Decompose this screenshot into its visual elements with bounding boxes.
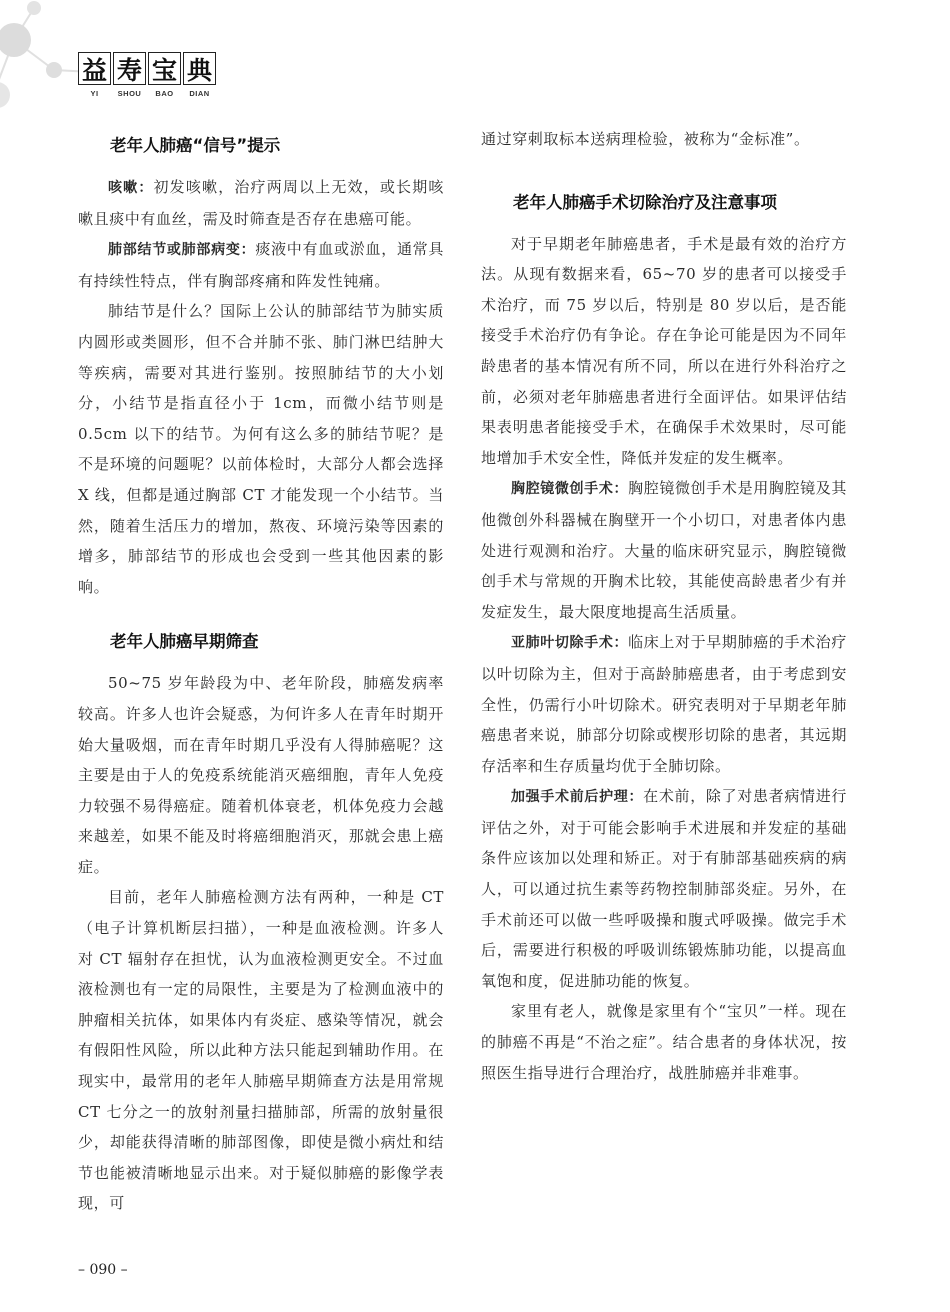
right-column xyxy=(481,124,847,1088)
section-heading-surgery: 老年人肺癌手术切除治疗及注意事项 xyxy=(513,192,777,212)
masthead-pinyin-syllable: BAO xyxy=(155,89,174,98)
paragraph-perioperative-care xyxy=(481,781,847,996)
page-number: – 090 – xyxy=(78,1262,128,1278)
masthead-pinyin-syllable: DIAN xyxy=(189,89,210,98)
masthead-char: 益 xyxy=(78,52,111,85)
masthead xyxy=(78,52,216,98)
masthead-char: 寿 xyxy=(113,52,146,85)
section-heading-screening: 老年人肺癌早期筛查 xyxy=(110,632,259,652)
section-heading-signals: 老年人肺癌“信号”提示 xyxy=(110,136,281,155)
masthead-char: 典 xyxy=(183,52,216,85)
paragraph-cough xyxy=(78,172,444,234)
paragraph-age-risk: 50~75 岁年龄段为中、老年阶段，肺癌发病率较高。许多人也许会疑惑，为何许多人在青年时期开始大量吸烟，而在青年时期几乎没有人得肺癌呢？这主要是由于人的免疫系统能消灭癌细胞，青年人免疫力较强不易得癌症。随着机体衰老，机体免疫力会越来越差，如果不能及时将癌细胞消灭，那就会患上癌症。 xyxy=(78,674,444,876)
paragraph-text: 在术前，除了对患者病情进行评估之外，对于可能会影响手术进展和并发症的基础条件应该加以处理和矫正。对于有肺部基础疾病的病人，可以通过抗生素等药物控制肺部炎症。另外，在手术前还可以做一些呼吸操和腹式呼吸操。做完手术后，需要进行积极的呼吸训练锻炼肺功能，以提高血氧饱和度，促进肺功能的恢复。 xyxy=(481,787,847,990)
paragraph-text: 临床上对于早期肺癌的手术治疗以叶切除为主，但对于高龄肺癌患者，由于考虑到安全性，仍需行小叶切除术。研究表明对于早期老年肺癌患者来说，肺部分切除或楔形切除的患者，其远期存活率和生存质量均优于全肺切除。 xyxy=(481,633,847,775)
masthead-pinyin xyxy=(78,89,216,98)
paragraph-lead: 咳嗽： xyxy=(108,180,154,196)
paragraph-conclusion: 家里有老人，就像是家里有个“宝贝”一样。现在的肺癌不再是“不治之症”。结合患者的身体状况，按照医生指导进行合理治疗，战胜肺癌并非难事。 xyxy=(481,1002,847,1082)
paragraph-lead: 亚肺叶切除手术： xyxy=(511,635,629,652)
masthead-char: 宝 xyxy=(148,52,181,85)
masthead-pinyin-syllable: SHOU xyxy=(117,89,142,98)
paragraph-lead: 加强手术前后护理： xyxy=(511,789,644,806)
paragraph-lead: 肺部结节或肺部病变： xyxy=(108,242,256,259)
paragraph-detection-methods: 目前，老年人肺癌检测方法有两种，一种是 CT（电子计算机断层扫描），一种是血液检测。许多人对 CT 辐射存在担忧，认为血液检测更安全。不过血液检测也有一定的局限性，主要是为了检测血液中的肿瘤相关抗体，如果体内有炎症、感染等情况，就会有假阳性风险，所以此种方法只能起到辅助作用。在现实中，最常用的老年人肺癌早期筛查方法是用常规 CT 七分之一的放射剂量扫描肺部，所需的放射量很少，却能获得清晰的肺部图像，即使是微小病灶和结节也能被清晰地显示出来。对于疑似肺癌的影像学表现，可 xyxy=(78,888,444,1213)
left-column xyxy=(78,124,444,1219)
paragraph-text: 初发咳嗽，治疗两周以上无效，或长期咳嗽且痰中有血丝，需及时筛查是否存在患癌可能。 xyxy=(78,178,444,228)
paragraph-text: 痰液中有血或淤血，通常具有持续性特点，伴有胸部疼痛和阵发性钝痛。 xyxy=(78,240,445,290)
masthead-title xyxy=(78,52,216,85)
paragraph-lead: 胸腔镜微创手术： xyxy=(511,481,629,498)
masthead-pinyin-syllable: YI xyxy=(90,89,99,98)
paragraph-surgery-intro: 对于早期老年肺癌患者，手术是最有效的治疗方法。从现有数据来看，65~70 岁的患者可以接受手术治疗，而 75 岁以后，特别是 80 岁以后，是否能接受手术治疗仍有争论。存在争论可能是因为不同年龄患者的基本情况有所不同，所以在进行外科治疗之前，必须对老年肺癌患者进行全面评估。如果评估结果表明患者能接受手术，在确保手术效果时，尽可能地增加手术安全性，降低并发症的发生概率。 xyxy=(481,234,847,467)
paragraph-sublobar xyxy=(481,627,847,781)
paragraph-thoracoscopic xyxy=(481,473,847,627)
paragraph-continuation: 通过穿刺取标本送病理检验，被称为“金标准”。 xyxy=(481,130,810,148)
paragraph-what-is-nodule: 肺结节是什么？国际上公认的肺部结节为肺实质内圆形或类圆形，但不合并肺不张、肺门淋巴结肿大等疾病，需要对其进行鉴别。按照肺结节的大小划分，小结节是指直径小于 1cm，而微小结节则是 0.5cm 以下的结节。为何有这么多的肺结节呢？是不是环境的问题呢？以前体检时，大部分人都会选择 X 线，但都是通过胸部 CT 才能发现一个小结节。当然，随着生活压力的增加，熬夜、环境污染等因素的增多，肺部结节的形成也会受到一些其他因素的影响。 xyxy=(78,302,444,596)
paragraph-text: 胸腔镜微创手术是用胸腔镜及其他微创外科器械在胸壁开一个小切口，对患者体内患处进行观测和治疗。大量的临床研究显示，胸腔镜微创手术与常规的开胸术比较，其能使高龄患者少有并发症发生，最大限度地提高生活质量。 xyxy=(481,479,847,621)
paragraph-nodule-lesion xyxy=(78,234,444,296)
